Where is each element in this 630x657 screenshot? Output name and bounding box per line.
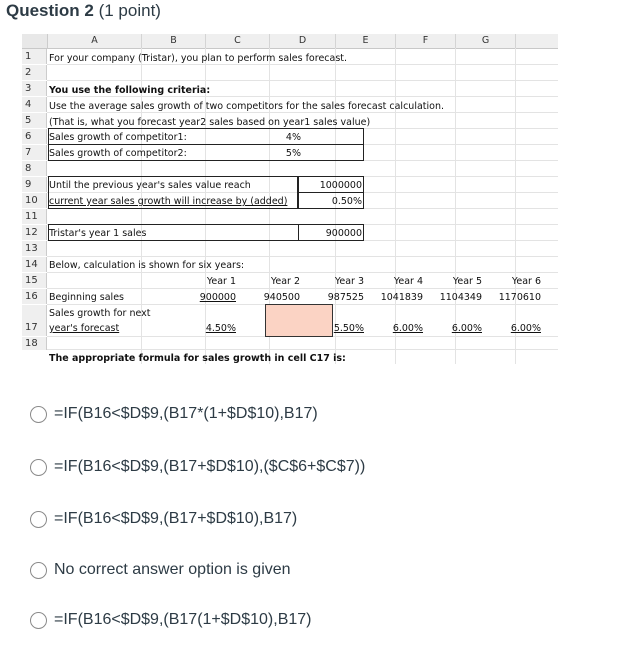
option-label: No correct answer option is given — [54, 561, 291, 578]
row-num: 16 — [22, 289, 47, 304]
cell-a1: For your company (Tristar), you plan to perform sales forecast. — [49, 53, 348, 64]
answer-option-2[interactable] — [30, 458, 365, 476]
cell-a14: Below, calculation is shown for six years: — [49, 260, 245, 271]
cell-d15: Year 3 — [334, 276, 364, 287]
option-label: =IF(B16<$D$9,(B17+$D$10),B17) — [54, 510, 298, 527]
cell-g15: Year 6 — [511, 276, 541, 287]
row-num: 10 — [22, 193, 47, 208]
cell-d9: 1000000 — [319, 180, 362, 191]
row-num: 1 — [22, 49, 47, 64]
cell-a7: Sales growth of competitor2: — [49, 148, 187, 159]
row-num: 13 — [22, 241, 47, 256]
radio-button[interactable] — [30, 459, 47, 476]
col-header-h — [516, 34, 558, 49]
col-header-d: D — [270, 34, 336, 49]
cell-a12: Tristar's year 1 sales — [49, 228, 147, 239]
cell-e17: 6.00% — [392, 323, 423, 334]
question-title — [6, 1, 161, 21]
sheet-corner — [22, 34, 48, 49]
option-label: =IF(B16<$D$9,(B17+$D$10),($C$6+$C$7)) — [54, 458, 366, 475]
row-num: 5 — [22, 113, 47, 128]
col-header-a: A — [48, 34, 142, 49]
row-num: 11 — [22, 209, 47, 224]
question-points: (1 point) — [98, 1, 161, 20]
col-header-e: E — [336, 34, 396, 49]
row-num: 8 — [22, 161, 47, 176]
answer-option-1[interactable] — [30, 405, 318, 423]
answer-option-3[interactable] — [30, 510, 297, 528]
cell-a3: You use the following criteria: — [49, 85, 211, 96]
cell-d17: 5.50% — [333, 323, 364, 334]
answer-option-4[interactable] — [30, 561, 291, 579]
cell-a16: Beginning sales — [49, 292, 124, 303]
cell-b16: 900000 — [199, 292, 236, 303]
cell-a4: Use the average sales growth of two competitors for the sales forecast calculation. — [49, 101, 444, 112]
row-num: 3 — [22, 81, 47, 96]
cell-a17-line1: Sales growth for next — [49, 308, 151, 319]
cell-f15: Year 5 — [452, 276, 482, 287]
cell-a9: Until the previous year's sales value reach — [49, 180, 251, 191]
row-num: 14 — [22, 257, 47, 272]
cell-c7: 5% — [285, 148, 301, 159]
row-num — [22, 350, 47, 365]
col-header-g: G — [456, 34, 516, 49]
cell-e15: Year 4 — [393, 276, 423, 287]
cell-a5: (That is, what you forecast year2 sales based on year1 sales value) — [49, 117, 371, 128]
row-num: 15 — [22, 273, 47, 288]
cell-b15: Year 1 — [206, 276, 236, 287]
col-header-f: F — [396, 34, 456, 49]
spreadsheet-image — [22, 34, 558, 364]
question-number: Question 2 — [6, 1, 94, 20]
cell-f16: 1104349 — [439, 292, 482, 303]
option-label: =IF(B16<$D$9,(B17(1+$D$10),B17) — [54, 611, 312, 628]
row-num: 4 — [22, 97, 47, 112]
cell-a6: Sales growth of competitor1: — [49, 132, 187, 143]
cell-a10: current year sales growth will increase by (added) — [49, 196, 288, 207]
cell-f17: 6.00% — [451, 323, 482, 334]
cell-g16: 1170610 — [498, 292, 541, 303]
cell-c6: 4% — [285, 132, 301, 143]
row-num: 7 — [22, 145, 47, 160]
cell-e16: 1041839 — [380, 292, 423, 303]
radio-button[interactable] — [30, 562, 47, 579]
cell-b17: 4.50% — [205, 323, 236, 334]
radio-button[interactable] — [30, 406, 47, 423]
cell-d10: 0.50% — [331, 196, 362, 207]
row-num: 6 — [22, 129, 47, 144]
cell-a19: The appropriate formula for sales growth in cell C17 is: — [49, 353, 346, 364]
row-num: 17 — [22, 305, 47, 336]
cell-d12: 900000 — [325, 228, 362, 239]
radio-button[interactable] — [30, 511, 47, 528]
radio-button[interactable] — [30, 612, 47, 629]
answer-option-5[interactable] — [30, 611, 311, 629]
row-num: 12 — [22, 225, 47, 240]
cell-g17: 6.00% — [510, 323, 541, 334]
row-num: 18 — [22, 337, 47, 350]
row-num: 9 — [22, 177, 47, 192]
cell-d16: 987525 — [327, 292, 364, 303]
cell-c16: 940500 — [263, 292, 300, 303]
row-num: 2 — [22, 65, 47, 80]
col-header-c: C — [206, 34, 270, 49]
option-label: =IF(B16<$D$9,(B17*(1+$D$10),B17) — [54, 405, 318, 422]
cell-a17-line2: year's forecast — [49, 323, 120, 334]
cell-c15: Year 2 — [270, 276, 300, 287]
col-header-b: B — [142, 34, 206, 49]
